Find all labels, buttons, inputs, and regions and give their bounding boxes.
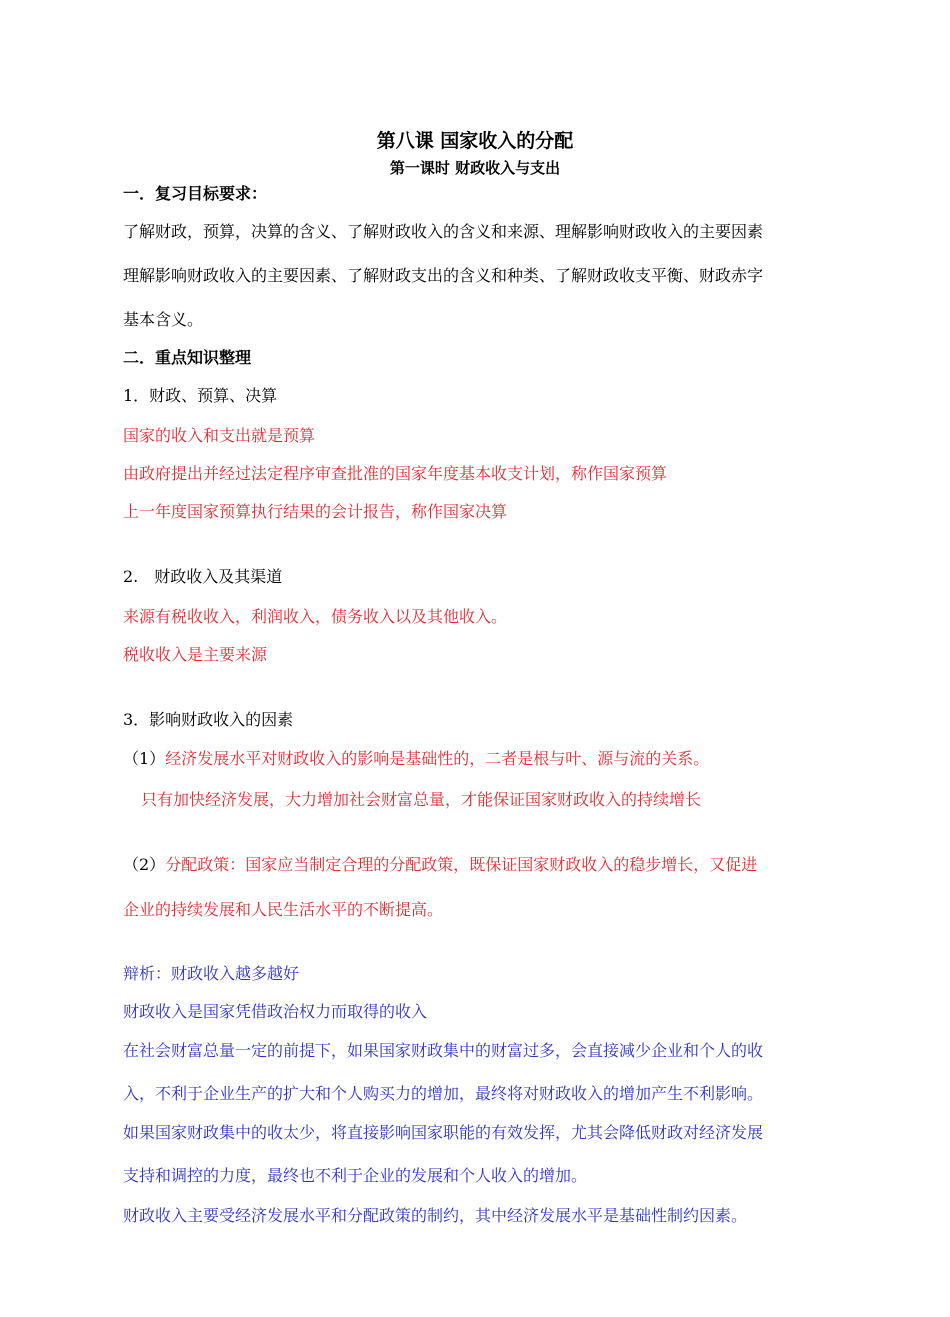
lesson-subtitle: 第一课时 财政收入与支出 bbox=[389, 159, 561, 177]
analysis-line-7: 财政收入主要受经济发展水平和分配政策的制约，其中经济发展水平是基础性制约因素。 bbox=[123, 1206, 748, 1225]
lesson-title: 第八课 国家收入的分配 bbox=[376, 130, 574, 152]
item2-label: 2. 财政收入及其渠道 bbox=[123, 567, 283, 586]
section1-line-3: 基本含义。 bbox=[123, 310, 204, 329]
section1-line-2: 理解影响财政收入的主要因素、了解财政支出的含义和种类、了解财政收支平衡、财政赤字 bbox=[123, 266, 764, 285]
item3-p1-continuation: 只有加快经济发展，大力增加社会财富总量，才能保证国家财政收入的持续增长 bbox=[141, 790, 702, 809]
item3-p2-text: 分配政策：国家应当制定合理的分配政策，既保证国家财政收入的稳步增长，又促进 bbox=[165, 855, 758, 874]
item1-line-3: 上一年度国家预算执行结果的会计报告，称作国家决算 bbox=[123, 502, 508, 521]
item3-label: 3．影响财政收入的因素 bbox=[123, 710, 294, 729]
analysis-line-1: 辩析：财政收入越多越好 bbox=[123, 964, 300, 983]
item3-p2-continuation: 企业的持续发展和人民生活水平的不断提高。 bbox=[123, 900, 444, 919]
analysis-line-2: 财政收入是国家凭借政治权力而取得的收入 bbox=[123, 1002, 428, 1021]
item2-line-1: 来源有税收收入，利润收入，债务收入以及其他收入。 bbox=[123, 607, 508, 626]
analysis-line-5: 如果国家财政集中的收太少，将直接影响国家职能的有效发挥，尤其会降低财政对经济发展 bbox=[123, 1123, 764, 1142]
item2-line-2: 税收收入是主要来源 bbox=[123, 645, 268, 664]
analysis-line-4: 入，不利于企业生产的扩大和个人购买力的增加，最终将对财政收入的增加产生不利影响。 bbox=[123, 1084, 764, 1103]
item3-p1-prefix: （1） bbox=[123, 749, 166, 768]
item3-paragraph-1 bbox=[123, 749, 709, 769]
item1-label: 1．财政、预算、决算 bbox=[123, 386, 278, 405]
analysis-line-6: 支持和调控的力度，最终也不利于企业的发展和个人收入的增加。 bbox=[123, 1166, 588, 1185]
item3-paragraph-2 bbox=[123, 855, 757, 875]
item1-line-2: 由政府提出并经过法定程序审查批准的国家年度基本收支计划，称作国家预算 bbox=[123, 464, 668, 483]
analysis-line-3: 在社会财富总量一定的前提下，如果国家财政集中的财富过多，会直接减少企业和个人的收 bbox=[123, 1041, 764, 1060]
section2-heading: 二．重点知识整理 bbox=[123, 348, 252, 367]
section1-heading: 一．复习目标要求： bbox=[123, 184, 268, 203]
section1-line-1: 了解财政，预算，决算的含义、了解财政收入的含义和来源、理解影响财政收入的主要因素 bbox=[123, 222, 764, 241]
item3-p2-prefix: （2） bbox=[123, 855, 166, 874]
item1-line-1: 国家的收入和支出就是预算 bbox=[123, 426, 316, 445]
item3-p1-text: 经济发展水平对财政收入的影响是基础性的，二者是根与叶、源与流的关系。 bbox=[165, 749, 710, 768]
